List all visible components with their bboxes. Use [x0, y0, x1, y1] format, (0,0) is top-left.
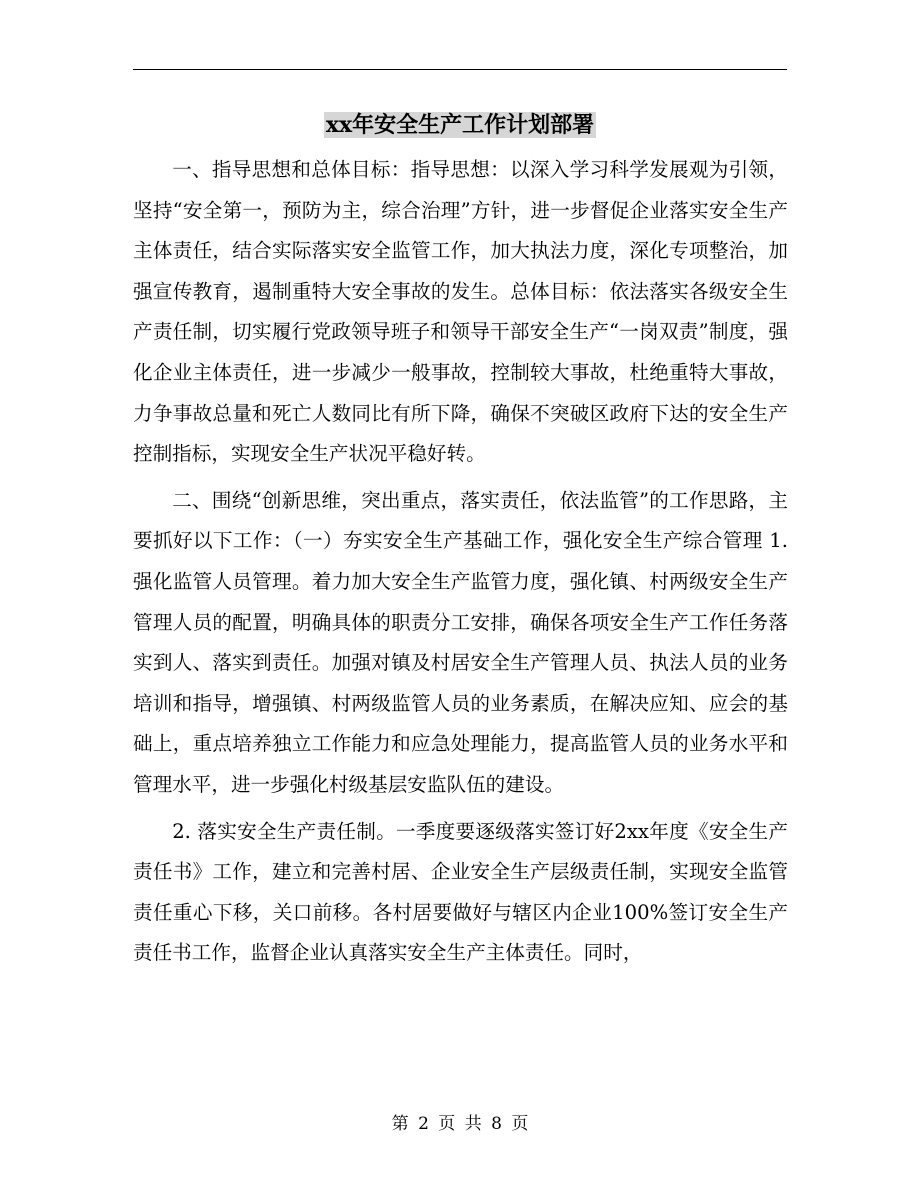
- document-title: [0, 108, 920, 142]
- paragraph-guiding-ideology: 一、指导思想和总体目标：指导思想：以深入学习科学发展观为引领，坚持“安全第一，预防为主，综合治理”方针，进一步督促企业落实安全生产主体责任，结合实际落实安全监管工作，加大执法力度，深化专项整治，加强宣传教育，遏制重特大安全事故的发生。总体目标：依法落实各级安全生产责任制，切实履行党政领导班子和领导干部安全生产“一岗双责”制度，强化企业主体责任，进一步减少一般事故，控制较大事故，杜绝重特大事故，力争事故总量和死亡人数同比有所下降，确保不突破区政府下达的安全生产控制指标，实现安全生产状况平稳好转。: [133, 158, 788, 466]
- page-indicator: 第 2 页 共 8 页: [391, 1114, 529, 1134]
- document-body: [133, 150, 788, 974]
- header-rule: [133, 69, 787, 70]
- paragraph-responsibility-system: 2. 落实安全生产责任制。一季度要逐级落实签订好2xx年度《安全生产责任书》工作，建立和完善村居、企业安全生产层级责任制，实现安全监管责任重心下移，关口前移。各村居要做好与辖区内企业100%签订安全生产责任书工作，监督企业认真落实安全生产主体责任。同时，: [133, 819, 788, 965]
- paragraph-work-approach: 二、围绕“创新思维，突出重点，落实责任，依法监管”的工作思路，主要抓好以下工作：（一）夯实安全生产基础工作，强化安全生产综合管理 1. 强化监管人员管理。着力加大安全生产监管力度，强化镇、村两级安全生产管理人员的配置，明确具体的职责分工安排，确保各项安全生产工作任务落实到人、落实到责任。加强对镇及村居安全生产管理人员、执法人员的业务培训和指导，增强镇、村两级监管人员的业务素质，在解决应知、应会的基础上，重点培养独立工作能力和应急处理能力，提高监管人员的业务水平和管理水平，进一步强化村级基层安监队伍的建设。: [133, 488, 788, 796]
- document-title-text: xx年安全生产工作计划部署: [325, 112, 595, 138]
